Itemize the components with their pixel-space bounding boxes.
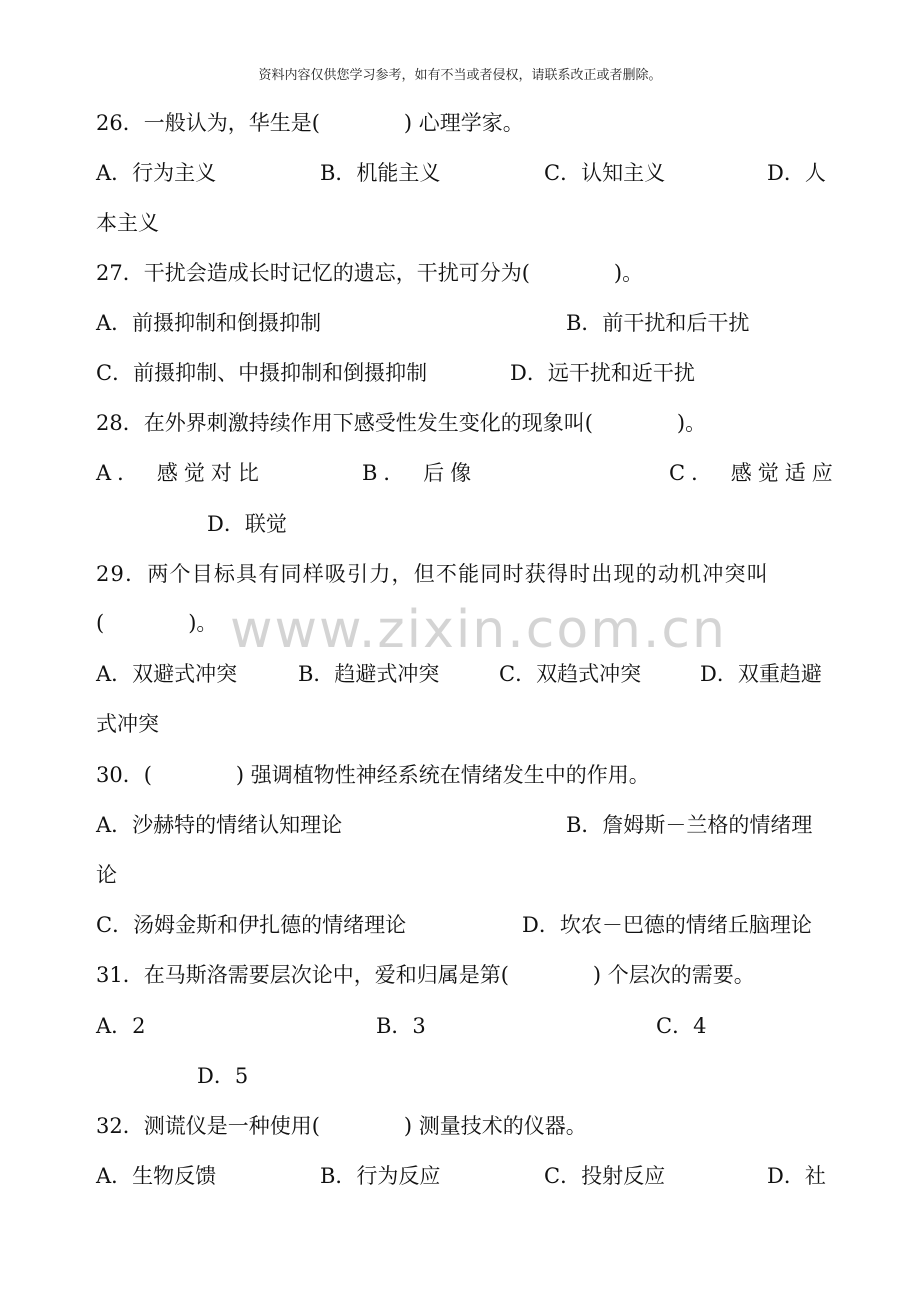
option-d: D．社 xyxy=(767,1164,826,1188)
option-c: C．汤姆金斯和伊扎德的情绪理论 xyxy=(96,913,407,937)
question-32-stem: 32．测谎仪是一种使用( ) 测量技术的仪器。 xyxy=(96,1114,587,1138)
option-d: D．联觉 xyxy=(207,512,287,536)
option-c: C．4 xyxy=(656,1014,707,1038)
question-30-stem: 30．( ) 强调植物性神经系统在情绪发生中的作用。 xyxy=(96,763,650,787)
option-b: B．趋避式冲突 xyxy=(298,662,440,686)
option-c: C．投射反应 xyxy=(544,1164,666,1188)
option-d: D．人 xyxy=(767,161,826,185)
watermark: www.zixin.com.cn xyxy=(230,600,727,660)
option-b: B． 后像 xyxy=(362,461,478,485)
question-27-stem: 27．干扰会造成长时记忆的遗忘，干扰可分为( )。 xyxy=(96,261,644,285)
question-29-stem-continued: ( )。 xyxy=(96,611,218,635)
option-a: A．行为主义 xyxy=(96,161,217,185)
option-a: A．2 xyxy=(96,1014,146,1038)
option-b-continued: 论 xyxy=(96,863,117,887)
option-c: C．认知主义 xyxy=(544,161,666,185)
option-b: B．3 xyxy=(376,1014,426,1038)
option-b: B．詹姆斯－兰格的情绪理 xyxy=(566,813,813,837)
option-c: C．双趋式冲突 xyxy=(499,662,642,686)
question-28-stem: 28．在外界刺激持续作用下感受性发生变化的现象叫( )。 xyxy=(96,411,707,435)
option-c: C． 感觉适应 xyxy=(669,461,839,485)
header-note: 资料内容仅供您学习参考，如有不当或者侵权，请联系改正或者删除。 xyxy=(258,68,662,83)
option-a: A．生物反馈 xyxy=(96,1164,217,1188)
option-d: D．双重趋避 xyxy=(700,662,822,686)
option-c: C．前摄抑制、中摄抑制和倒摄抑制 xyxy=(96,361,428,385)
option-d: D．坎农－巴德的情绪丘脑理论 xyxy=(522,913,812,937)
option-b: B．前干扰和后干扰 xyxy=(566,311,750,335)
option-d-continued: 本主义 xyxy=(96,211,159,235)
option-a: A． 感觉对比 xyxy=(96,461,265,485)
option-d: D．远干扰和近干扰 xyxy=(510,361,695,385)
option-a: A．双避式冲突 xyxy=(96,662,238,686)
option-b: B．机能主义 xyxy=(320,161,441,185)
option-a: A．沙赫特的情绪认知理论 xyxy=(96,813,343,837)
option-b: B．行为反应 xyxy=(320,1164,441,1188)
option-d-continued: 式冲突 xyxy=(96,712,159,736)
question-26-stem: 26．一般认为，华生是( ) 心理学家。 xyxy=(96,111,524,135)
option-a: A．前摄抑制和倒摄抑制 xyxy=(96,311,322,335)
question-29-stem: 29．两个目标具有同样吸引力，但不能同时获得时出现的动机冲突叫 xyxy=(96,562,769,586)
option-d: D．5 xyxy=(197,1064,249,1088)
question-31-stem: 31．在马斯洛需要层次论中，爱和归属是第( ) 个层次的需要。 xyxy=(96,963,755,987)
